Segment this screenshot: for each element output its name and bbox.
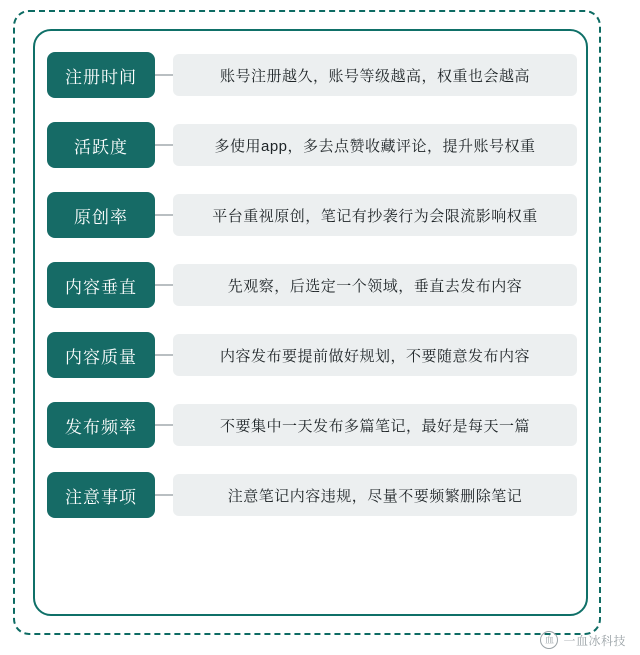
- row-description: 注意笔记内容违规，尽量不要频繁删除笔记: [173, 474, 577, 516]
- row-description: 先观察，后选定一个领域，垂直去发布内容: [173, 264, 577, 306]
- row-label: 内容质量: [47, 332, 155, 378]
- row-connector: [155, 424, 173, 426]
- row-label: 注意事项: [47, 472, 155, 518]
- diagram-row: [47, 192, 577, 238]
- row-label: 注册时间: [47, 52, 155, 98]
- row-connector: [155, 354, 173, 356]
- row-description: 内容发布要提前做好规划，不要随意发布内容: [173, 334, 577, 376]
- row-connector: [155, 144, 173, 146]
- diagram-row: [47, 402, 577, 448]
- diagram-row: [47, 262, 577, 308]
- row-label: 原创率: [47, 192, 155, 238]
- row-label: 发布频率: [47, 402, 155, 448]
- row-connector: [155, 214, 173, 216]
- row-description: 不要集中一天发布多篇笔记，最好是每天一篇: [173, 404, 577, 446]
- diagram-row: [47, 332, 577, 378]
- row-label: 活跃度: [47, 122, 155, 168]
- row-description: 账号注册越久，账号等级越高，权重也会越高: [173, 54, 577, 96]
- row-connector: [155, 74, 173, 76]
- row-description: 平台重视原创，笔记有抄袭行为会限流影响权重: [173, 194, 577, 236]
- row-label: 内容垂直: [47, 262, 155, 308]
- diagram-rows: [47, 52, 577, 518]
- watermark: [540, 631, 626, 649]
- watermark-text: 一血冰科技: [563, 633, 626, 648]
- row-connector: [155, 284, 173, 286]
- row-connector: [155, 494, 173, 496]
- diagram-row: [47, 122, 577, 168]
- circle-logo-icon: 血: [540, 631, 558, 649]
- diagram-row: [47, 52, 577, 98]
- row-description: 多使用app，多去点赞收藏评论，提升账号权重: [173, 124, 577, 166]
- diagram-row: [47, 472, 577, 518]
